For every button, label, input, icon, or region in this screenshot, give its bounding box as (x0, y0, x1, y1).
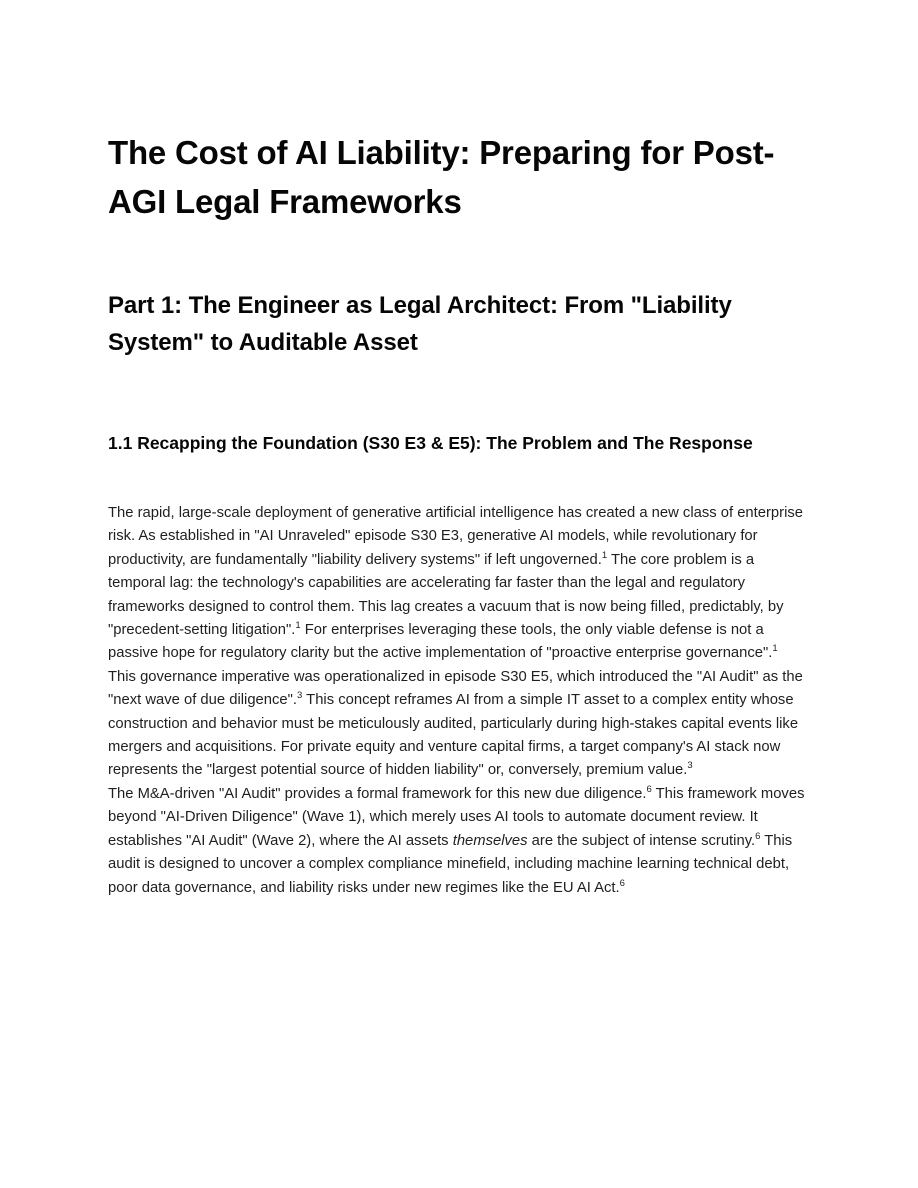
text-run: The M&A-driven "AI Audit" provides a formal framework for this new due diligence. (108, 785, 647, 802)
section-heading: Part 1: The Engineer as Legal Architect: From "Liability System" to Auditable Asset (108, 292, 732, 356)
paragraph (108, 502, 808, 666)
italic-text: themselves (452, 832, 528, 849)
document-body (108, 502, 808, 900)
text-run: This audit is designed to uncover a complex compliance minefield, including machine learning technical debt, poor data governance, and liability risks under new regimes like the EU AI Act. (108, 832, 793, 896)
paragraph (108, 666, 808, 783)
footnote-ref: 3 (687, 760, 693, 772)
text-run: are the subject of intense scrutiny. (527, 832, 756, 849)
text-run: This concept reframes AI from a simple IT asset to a complex entity whose construction and behavior must be meticulously audited, particularly during high-stakes capital events like mergers and acquisitions. For private equity and venture capital firms, a target company's AI stack now represents the "largest potential source of hidden liability" or, conversely, premium value. (108, 692, 799, 779)
footnote-ref: 6 (619, 877, 625, 889)
text-run: This governance imperative was operationalized in episode S30 E5, which introduced the "AI Audit" as the "next wave of due diligence". (108, 668, 803, 709)
text-run: This framework moves beyond "AI-Driven Diligence" (Wave 1), which merely uses AI tools to automate document review. It establishes "AI Audit" (Wave 2), where the AI assets (108, 785, 805, 849)
document-title: The Cost of AI Liability: Preparing for Post-AGI Legal Frameworks (108, 134, 775, 220)
text-run: For enterprises leveraging these tools, the only viable defense is not a passive hope for regulatory clarity but the active implementation of "proactive enterprise governance". (108, 622, 773, 662)
text-run: The core problem is a temporal lag: the technology's capabilities are accelerating far faster than the legal and regulatory frameworks designed to control them. This lag creates a vacuum that is now being filled, predictably, by "precedent-setting litigation". (108, 551, 784, 639)
footnote-ref: 3 (297, 690, 303, 702)
footnote-ref: 1 (295, 620, 301, 632)
footnote-ref: 1 (772, 643, 778, 655)
paragraph (108, 783, 808, 900)
footnote-ref: 6 (755, 830, 761, 842)
footnote-ref: 1 (601, 549, 608, 561)
text-run: The rapid, large-scale deployment of generative artificial intelligence has created a new class of enterprise risk. As established in "AI Unraveled" episode S30 E3, generative AI models, while revolutionary for productivity, are fundamentally "liability delivery systems" if left ungoverned. (108, 505, 804, 568)
subsection-heading: 1.1 Recapping the Foundation (S30 E3 & E5): The Problem and The Response (108, 433, 753, 453)
footnote-ref: 6 (646, 783, 652, 795)
